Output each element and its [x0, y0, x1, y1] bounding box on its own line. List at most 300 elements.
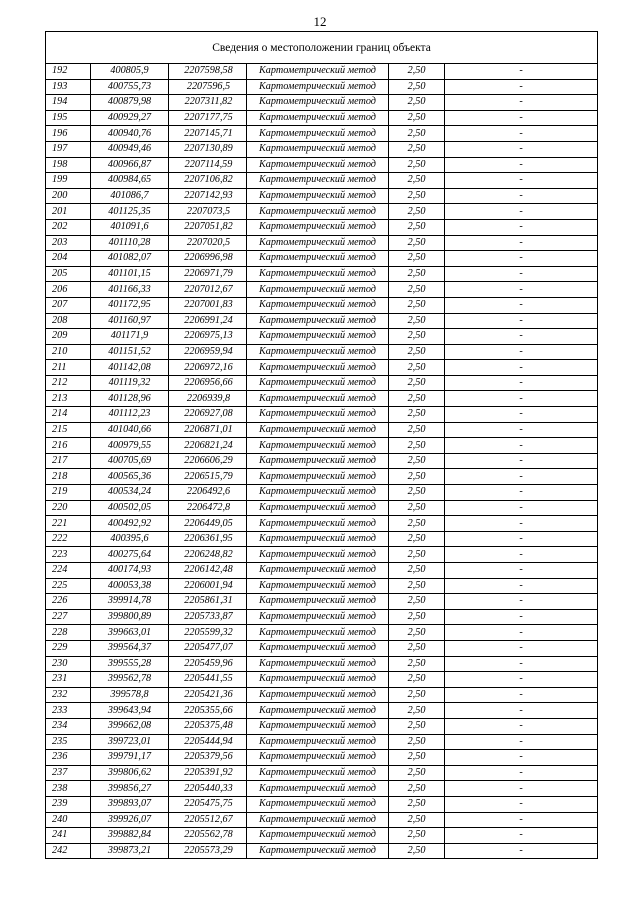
table-row [46, 594, 598, 610]
method-cell: Картометрический метод [247, 157, 389, 173]
point-number-cell: 240 [46, 812, 91, 828]
y-coordinate-cell: 2207012,67 [169, 282, 247, 298]
x-coordinate-cell: 400966,87 [91, 157, 169, 173]
x-coordinate-cell: 399873,21 [91, 843, 169, 859]
table-row [46, 141, 598, 157]
y-coordinate-cell: 2206959,94 [169, 344, 247, 360]
accuracy-cell: 2,50 [389, 781, 445, 797]
description-cell: - [445, 672, 598, 688]
description-cell: - [445, 625, 598, 641]
description-cell: - [445, 656, 598, 672]
point-number-cell: 213 [46, 391, 91, 407]
accuracy-cell: 2,50 [389, 266, 445, 282]
point-number-cell: 200 [46, 188, 91, 204]
method-cell: Картометрический метод [247, 282, 389, 298]
table-row [46, 469, 598, 485]
description-cell: - [445, 188, 598, 204]
accuracy-cell: 2,50 [389, 313, 445, 329]
description-cell: - [445, 609, 598, 625]
y-coordinate-cell: 2207001,83 [169, 297, 247, 313]
method-cell: Картометрический метод [247, 110, 389, 126]
description-cell: - [445, 640, 598, 656]
table-row [46, 531, 598, 547]
method-cell: Картометрический метод [247, 64, 389, 80]
x-coordinate-cell: 400174,93 [91, 563, 169, 579]
x-coordinate-cell: 400502,05 [91, 500, 169, 516]
method-cell: Картометрический метод [247, 640, 389, 656]
description-cell: - [445, 563, 598, 579]
point-number-cell: 218 [46, 469, 91, 485]
accuracy-cell: 2,50 [389, 640, 445, 656]
description-cell: - [445, 79, 598, 95]
table-row [46, 500, 598, 516]
point-number-cell: 225 [46, 578, 91, 594]
description-cell: - [445, 781, 598, 797]
x-coordinate-cell: 401172,95 [91, 297, 169, 313]
table-row [46, 251, 598, 267]
table-row [46, 173, 598, 189]
accuracy-cell: 2,50 [389, 828, 445, 844]
table-row [46, 297, 598, 313]
accuracy-cell: 2,50 [389, 235, 445, 251]
accuracy-cell: 2,50 [389, 594, 445, 610]
table-row [46, 407, 598, 423]
point-number-cell: 209 [46, 329, 91, 345]
accuracy-cell: 2,50 [389, 64, 445, 80]
method-cell: Картометрический метод [247, 796, 389, 812]
point-number-cell: 230 [46, 656, 91, 672]
description-cell: - [445, 219, 598, 235]
accuracy-cell: 2,50 [389, 656, 445, 672]
table-row [46, 672, 598, 688]
description-cell: - [445, 64, 598, 80]
x-coordinate-cell: 399882,84 [91, 828, 169, 844]
y-coordinate-cell: 2207114,59 [169, 157, 247, 173]
table-row [46, 188, 598, 204]
x-coordinate-cell: 399914,78 [91, 594, 169, 610]
point-number-cell: 217 [46, 453, 91, 469]
table-row [46, 422, 598, 438]
y-coordinate-cell: 2207073,5 [169, 204, 247, 220]
accuracy-cell: 2,50 [389, 391, 445, 407]
y-coordinate-cell: 2206927,08 [169, 407, 247, 423]
table-row [46, 625, 598, 641]
description-cell: - [445, 375, 598, 391]
point-number-cell: 196 [46, 126, 91, 142]
accuracy-cell: 2,50 [389, 765, 445, 781]
y-coordinate-cell: 2206991,24 [169, 313, 247, 329]
accuracy-cell: 2,50 [389, 516, 445, 532]
x-coordinate-cell: 399806,62 [91, 765, 169, 781]
point-number-cell: 208 [46, 313, 91, 329]
point-number-cell: 207 [46, 297, 91, 313]
point-number-cell: 204 [46, 251, 91, 267]
table-row [46, 375, 598, 391]
accuracy-cell: 2,50 [389, 422, 445, 438]
x-coordinate-cell: 400275,64 [91, 547, 169, 563]
method-cell: Картометрический метод [247, 828, 389, 844]
point-number-cell: 195 [46, 110, 91, 126]
y-coordinate-cell: 2205512,67 [169, 812, 247, 828]
method-cell: Картометрический метод [247, 422, 389, 438]
description-cell: - [445, 500, 598, 516]
accuracy-cell: 2,50 [389, 173, 445, 189]
accuracy-cell: 2,50 [389, 563, 445, 579]
x-coordinate-cell: 401151,52 [91, 344, 169, 360]
table-row [46, 703, 598, 719]
accuracy-cell: 2,50 [389, 547, 445, 563]
accuracy-cell: 2,50 [389, 157, 445, 173]
y-coordinate-cell: 2207598,58 [169, 64, 247, 80]
method-cell: Картометрический метод [247, 578, 389, 594]
x-coordinate-cell: 401142,08 [91, 360, 169, 376]
y-coordinate-cell: 2206975,13 [169, 329, 247, 345]
y-coordinate-cell: 2206996,98 [169, 251, 247, 267]
accuracy-cell: 2,50 [389, 251, 445, 267]
description-cell: - [445, 828, 598, 844]
table-row [46, 750, 598, 766]
point-number-cell: 198 [46, 157, 91, 173]
table-row [46, 204, 598, 220]
y-coordinate-cell: 2206971,79 [169, 266, 247, 282]
point-number-cell: 194 [46, 95, 91, 111]
x-coordinate-cell: 400492,92 [91, 516, 169, 532]
description-cell: - [445, 453, 598, 469]
accuracy-cell: 2,50 [389, 500, 445, 516]
method-cell: Картометрический метод [247, 516, 389, 532]
method-cell: Картометрический метод [247, 672, 389, 688]
x-coordinate-cell: 399562,78 [91, 672, 169, 688]
table-row [46, 812, 598, 828]
table-row [46, 843, 598, 859]
y-coordinate-cell: 2207596,5 [169, 79, 247, 95]
method-cell: Картометрический метод [247, 235, 389, 251]
point-number-cell: 241 [46, 828, 91, 844]
x-coordinate-cell: 400940,76 [91, 126, 169, 142]
point-number-cell: 202 [46, 219, 91, 235]
method-cell: Картометрический метод [247, 391, 389, 407]
point-number-cell: 237 [46, 765, 91, 781]
y-coordinate-cell: 2206972,16 [169, 360, 247, 376]
point-number-cell: 238 [46, 781, 91, 797]
y-coordinate-cell: 2206939,8 [169, 391, 247, 407]
description-cell: - [445, 251, 598, 267]
point-number-cell: 199 [46, 173, 91, 189]
accuracy-cell: 2,50 [389, 453, 445, 469]
accuracy-cell: 2,50 [389, 110, 445, 126]
method-cell: Картометрический метод [247, 750, 389, 766]
table-row [46, 95, 598, 111]
method-cell: Картометрический метод [247, 469, 389, 485]
table-row [46, 718, 598, 734]
table-row [46, 563, 598, 579]
table-row [46, 687, 598, 703]
x-coordinate-cell: 400755,73 [91, 79, 169, 95]
x-coordinate-cell: 401160,97 [91, 313, 169, 329]
x-coordinate-cell: 401086,7 [91, 188, 169, 204]
y-coordinate-cell: 2206871,01 [169, 422, 247, 438]
x-coordinate-cell: 399555,28 [91, 656, 169, 672]
x-coordinate-cell: 401125,35 [91, 204, 169, 220]
page-number: 12 [313, 14, 327, 29]
point-number-cell: 223 [46, 547, 91, 563]
x-coordinate-cell: 400705,69 [91, 453, 169, 469]
table-row [46, 640, 598, 656]
y-coordinate-cell: 2206821,24 [169, 438, 247, 454]
point-number-cell: 219 [46, 485, 91, 501]
method-cell: Картометрический метод [247, 485, 389, 501]
x-coordinate-cell: 401110,28 [91, 235, 169, 251]
accuracy-cell: 2,50 [389, 329, 445, 345]
x-coordinate-cell: 399893,07 [91, 796, 169, 812]
description-cell: - [445, 438, 598, 454]
point-number-cell: 231 [46, 672, 91, 688]
method-cell: Картометрический метод [247, 765, 389, 781]
y-coordinate-cell: 2207145,71 [169, 126, 247, 142]
point-number-cell: 216 [46, 438, 91, 454]
y-coordinate-cell: 2205477,07 [169, 640, 247, 656]
description-cell: - [445, 594, 598, 610]
x-coordinate-cell: 400534,24 [91, 485, 169, 501]
table-row [46, 485, 598, 501]
accuracy-cell: 2,50 [389, 282, 445, 298]
x-coordinate-cell: 399578,8 [91, 687, 169, 703]
x-coordinate-cell: 400929,27 [91, 110, 169, 126]
accuracy-cell: 2,50 [389, 750, 445, 766]
table-row [46, 126, 598, 142]
table-row [46, 734, 598, 750]
y-coordinate-cell: 2205733,87 [169, 609, 247, 625]
method-cell: Картометрический метод [247, 500, 389, 516]
description-cell: - [445, 796, 598, 812]
table-row [46, 796, 598, 812]
y-coordinate-cell: 2207051,82 [169, 219, 247, 235]
y-coordinate-cell: 2205355,66 [169, 703, 247, 719]
point-number-cell: 214 [46, 407, 91, 423]
description-cell: - [445, 703, 598, 719]
description-cell: - [445, 126, 598, 142]
point-number-cell: 205 [46, 266, 91, 282]
point-number-cell: 236 [46, 750, 91, 766]
method-cell: Картометрический метод [247, 687, 389, 703]
method-cell: Картометрический метод [247, 718, 389, 734]
point-number-cell: 192 [46, 64, 91, 80]
description-cell: - [445, 173, 598, 189]
x-coordinate-cell: 399662,08 [91, 718, 169, 734]
method-cell: Картометрический метод [247, 407, 389, 423]
point-number-cell: 242 [46, 843, 91, 859]
method-cell: Картометрический метод [247, 375, 389, 391]
y-coordinate-cell: 2205421,36 [169, 687, 247, 703]
table-row [46, 438, 598, 454]
method-cell: Картометрический метод [247, 531, 389, 547]
point-number-cell: 197 [46, 141, 91, 157]
accuracy-cell: 2,50 [389, 796, 445, 812]
x-coordinate-cell: 399564,37 [91, 640, 169, 656]
method-cell: Картометрический метод [247, 329, 389, 345]
point-number-cell: 224 [46, 563, 91, 579]
table-row [46, 79, 598, 95]
accuracy-cell: 2,50 [389, 188, 445, 204]
method-cell: Картометрический метод [247, 438, 389, 454]
description-cell: - [445, 235, 598, 251]
x-coordinate-cell: 400949,46 [91, 141, 169, 157]
table-row [46, 781, 598, 797]
table-row [46, 235, 598, 251]
table-row [46, 609, 598, 625]
accuracy-cell: 2,50 [389, 407, 445, 423]
point-number-cell: 228 [46, 625, 91, 641]
method-cell: Картометрический метод [247, 656, 389, 672]
y-coordinate-cell: 2206606,29 [169, 453, 247, 469]
point-number-cell: 210 [46, 344, 91, 360]
description-cell: - [445, 531, 598, 547]
description-cell: - [445, 516, 598, 532]
accuracy-cell: 2,50 [389, 672, 445, 688]
x-coordinate-cell: 400984,65 [91, 173, 169, 189]
y-coordinate-cell: 2205440,33 [169, 781, 247, 797]
table-row [46, 266, 598, 282]
x-coordinate-cell: 401171,9 [91, 329, 169, 345]
accuracy-cell: 2,50 [389, 687, 445, 703]
description-cell: - [445, 391, 598, 407]
y-coordinate-cell: 2206472,8 [169, 500, 247, 516]
accuracy-cell: 2,50 [389, 219, 445, 235]
method-cell: Картометрический метод [247, 547, 389, 563]
point-number-cell: 221 [46, 516, 91, 532]
x-coordinate-cell: 399926,07 [91, 812, 169, 828]
description-cell: - [445, 266, 598, 282]
method-cell: Картометрический метод [247, 453, 389, 469]
description-cell: - [445, 422, 598, 438]
method-cell: Картометрический метод [247, 360, 389, 376]
table-row [46, 110, 598, 126]
method-cell: Картометрический метод [247, 812, 389, 828]
accuracy-cell: 2,50 [389, 438, 445, 454]
point-number-cell: 203 [46, 235, 91, 251]
method-cell: Картометрический метод [247, 95, 389, 111]
x-coordinate-cell: 401112,23 [91, 407, 169, 423]
y-coordinate-cell: 2205391,92 [169, 765, 247, 781]
x-coordinate-cell: 399643,94 [91, 703, 169, 719]
method-cell: Картометрический метод [247, 313, 389, 329]
accuracy-cell: 2,50 [389, 703, 445, 719]
y-coordinate-cell: 2205573,29 [169, 843, 247, 859]
description-cell: - [445, 157, 598, 173]
x-coordinate-cell: 401119,32 [91, 375, 169, 391]
point-number-cell: 201 [46, 204, 91, 220]
y-coordinate-cell: 2207020,5 [169, 235, 247, 251]
table-row [46, 360, 598, 376]
accuracy-cell: 2,50 [389, 141, 445, 157]
accuracy-cell: 2,50 [389, 531, 445, 547]
method-cell: Картометрический метод [247, 204, 389, 220]
x-coordinate-cell: 399663,01 [91, 625, 169, 641]
method-cell: Картометрический метод [247, 734, 389, 750]
y-coordinate-cell: 2206956,66 [169, 375, 247, 391]
table-row [46, 765, 598, 781]
y-coordinate-cell: 2207177,75 [169, 110, 247, 126]
accuracy-cell: 2,50 [389, 812, 445, 828]
description-cell: - [445, 329, 598, 345]
accuracy-cell: 2,50 [389, 609, 445, 625]
point-number-cell: 239 [46, 796, 91, 812]
table-row [46, 157, 598, 173]
method-cell: Картометрический метод [247, 141, 389, 157]
x-coordinate-cell: 400565,36 [91, 469, 169, 485]
y-coordinate-cell: 2206248,82 [169, 547, 247, 563]
description-cell: - [445, 485, 598, 501]
description-cell: - [445, 547, 598, 563]
description-cell: - [445, 734, 598, 750]
table-row [46, 282, 598, 298]
accuracy-cell: 2,50 [389, 734, 445, 750]
accuracy-cell: 2,50 [389, 625, 445, 641]
y-coordinate-cell: 2205599,32 [169, 625, 247, 641]
description-cell: - [445, 344, 598, 360]
y-coordinate-cell: 2207142,93 [169, 188, 247, 204]
point-number-cell: 229 [46, 640, 91, 656]
table-row [46, 64, 598, 80]
description-cell: - [445, 110, 598, 126]
description-cell: - [445, 750, 598, 766]
description-cell: - [445, 812, 598, 828]
x-coordinate-cell: 401040,66 [91, 422, 169, 438]
method-cell: Картометрический метод [247, 781, 389, 797]
table-title-row [46, 32, 598, 64]
description-cell: - [445, 282, 598, 298]
point-number-cell: 193 [46, 79, 91, 95]
point-number-cell: 232 [46, 687, 91, 703]
x-coordinate-cell: 400395,6 [91, 531, 169, 547]
x-coordinate-cell: 401166,33 [91, 282, 169, 298]
x-coordinate-cell: 399791,17 [91, 750, 169, 766]
description-cell: - [445, 141, 598, 157]
method-cell: Картометрический метод [247, 563, 389, 579]
x-coordinate-cell: 401128,96 [91, 391, 169, 407]
accuracy-cell: 2,50 [389, 79, 445, 95]
y-coordinate-cell: 2206515,79 [169, 469, 247, 485]
x-coordinate-cell: 400979,55 [91, 438, 169, 454]
y-coordinate-cell: 2206142,48 [169, 563, 247, 579]
point-number-cell: 212 [46, 375, 91, 391]
x-coordinate-cell: 399800,89 [91, 609, 169, 625]
table-row [46, 453, 598, 469]
table-title: Сведения о местоположении границ объекта [46, 32, 598, 64]
table-row [46, 329, 598, 345]
x-coordinate-cell: 401082,07 [91, 251, 169, 267]
y-coordinate-cell: 2205562,78 [169, 828, 247, 844]
x-coordinate-cell: 400879,98 [91, 95, 169, 111]
y-coordinate-cell: 2206492,6 [169, 485, 247, 501]
accuracy-cell: 2,50 [389, 469, 445, 485]
point-number-cell: 234 [46, 718, 91, 734]
point-number-cell: 215 [46, 422, 91, 438]
x-coordinate-cell: 400805,9 [91, 64, 169, 80]
table-row [46, 313, 598, 329]
method-cell: Картометрический метод [247, 703, 389, 719]
description-cell: - [445, 578, 598, 594]
point-number-cell: 226 [46, 594, 91, 610]
x-coordinate-cell: 399723,01 [91, 734, 169, 750]
point-number-cell: 235 [46, 734, 91, 750]
accuracy-cell: 2,50 [389, 578, 445, 594]
table-row [46, 344, 598, 360]
accuracy-cell: 2,50 [389, 375, 445, 391]
x-coordinate-cell: 400053,38 [91, 578, 169, 594]
method-cell: Картометрический метод [247, 297, 389, 313]
method-cell: Картометрический метод [247, 344, 389, 360]
